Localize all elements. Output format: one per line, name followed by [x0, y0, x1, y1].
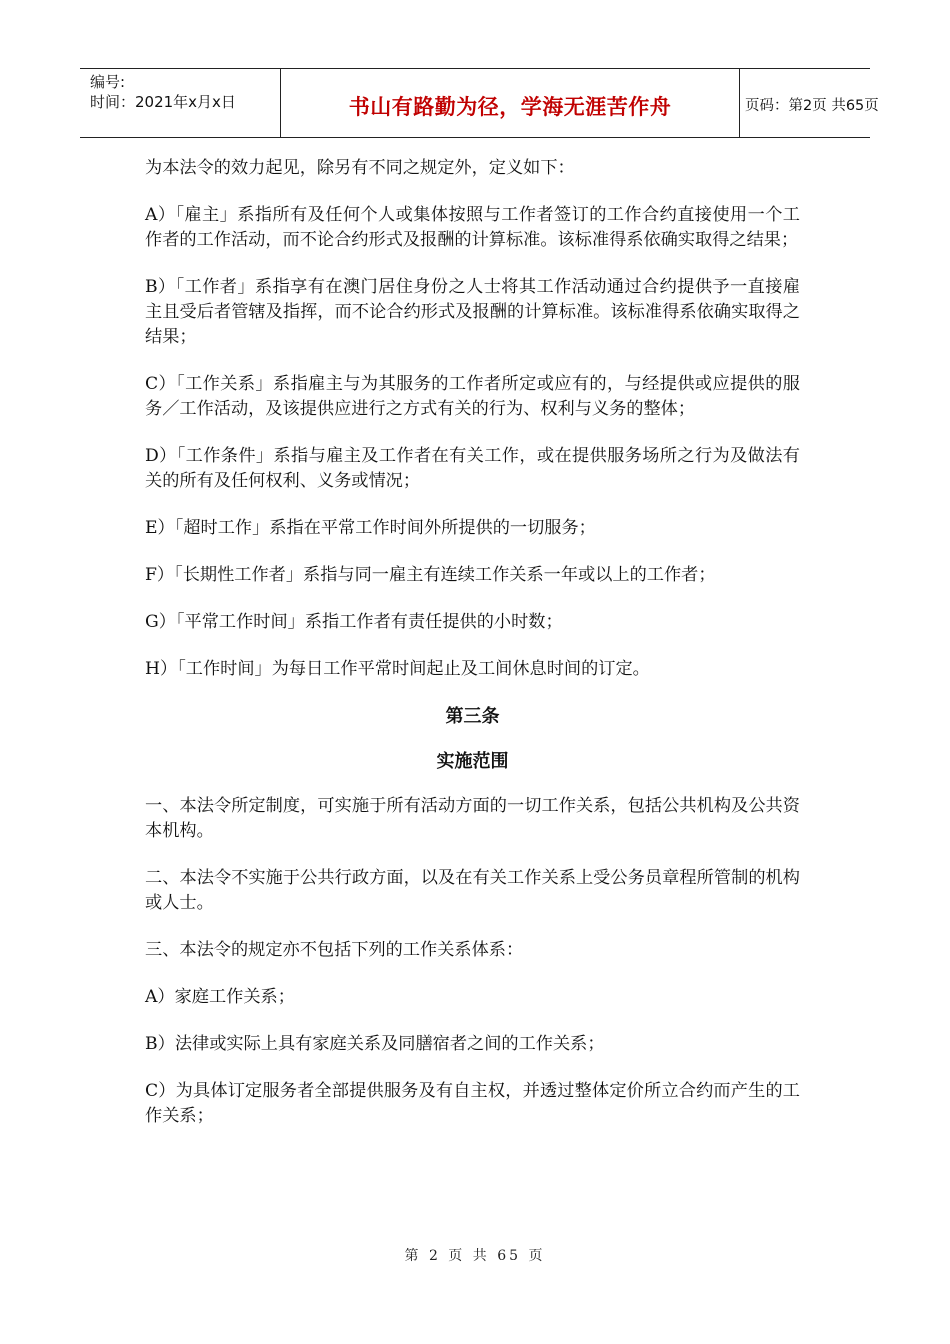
article-number: 第三条	[445, 706, 500, 727]
definition-h: H）「工作时间」为每日工作平常时间起止及工间休息时间的订定。	[145, 659, 650, 679]
scope-item-a: A）家庭工作关系；	[145, 987, 295, 1007]
header-page-info: 页码：第2页 共65页	[745, 98, 879, 114]
definition-g: G）「平常工作时间」系指工作者有责任提供的小时数；	[145, 612, 563, 632]
definition-e: E）「超时工作」系指在平常工作时间外所提供的一切服务；	[145, 518, 596, 538]
definition-c: C）「工作关系」系指雇主与为其服务的工作者所定或应有的，与经提供或应提供的服务／工作活动，及该提供应进行之方式有关的行为、权利与义务的整体；	[145, 374, 800, 419]
body-paragraph: 为本法令的效力起见，除另有不同之规定外，定义如下：	[145, 158, 575, 178]
header-motto: 书山有路勤为径，学海无涯苦作舟	[348, 95, 672, 119]
article-title: 实施范围	[436, 751, 509, 772]
scope-clause-2: 二、本法令不实施于公共行政方面，以及在有关工作关系上受公务员章程所管制的机构或人士。	[145, 868, 800, 913]
scope-clause-3: 三、本法令的规定亦不包括下列的工作关系体系：	[145, 940, 524, 960]
definition-f: F）「长期性工作者」系指与同一雇主有连续工作关系一年或以上的工作者；	[145, 565, 716, 585]
page-header	[80, 68, 879, 138]
scope-item-b: B）法律或实际上具有家庭关系及同膳宿者之间的工作关系；	[145, 1034, 605, 1054]
definition-b: B）「工作者」系指享有在澳门居住身份之人士将其工作活动通过合约提供予一直接雇主且受后者管辖及指挥，而不论合约形式及报酬的计算标准。该标准得系依确实取得之结果；	[145, 277, 800, 347]
definition-a: A）「雇主」系指所有及任何个人或集体按照与工作者签订的工作合约直接使用一个工作者的工作活动，而不论合约形式及报酬的计算标准。该标准得系依确实取得之结果；	[145, 205, 800, 250]
page-footer: 第 2 页 共 65 页	[404, 1248, 546, 1264]
scope-item-c: C）为具体订定服务者全部提供服务及有自主权，并透过整体定价所立合约而产生的工作关系；	[145, 1081, 800, 1126]
document-body	[145, 156, 800, 1151]
document-code-label: 编号:	[90, 73, 126, 91]
header-motto-cell	[280, 69, 740, 137]
scope-clause-1: 一、本法令所定制度，可实施于所有活动方面的一切工作关系，包括公共机构及公共资本机构。	[145, 796, 800, 841]
document-date: 时间：2021年x月x日	[90, 93, 236, 111]
header-meta-cell	[80, 69, 280, 137]
definition-d: D）「工作条件」系指与雇主及工作者在有关工作，或在提供服务场所之行为及做法有关的所有及任何权利、义务或情况；	[145, 446, 800, 491]
header-page-cell	[739, 69, 879, 137]
